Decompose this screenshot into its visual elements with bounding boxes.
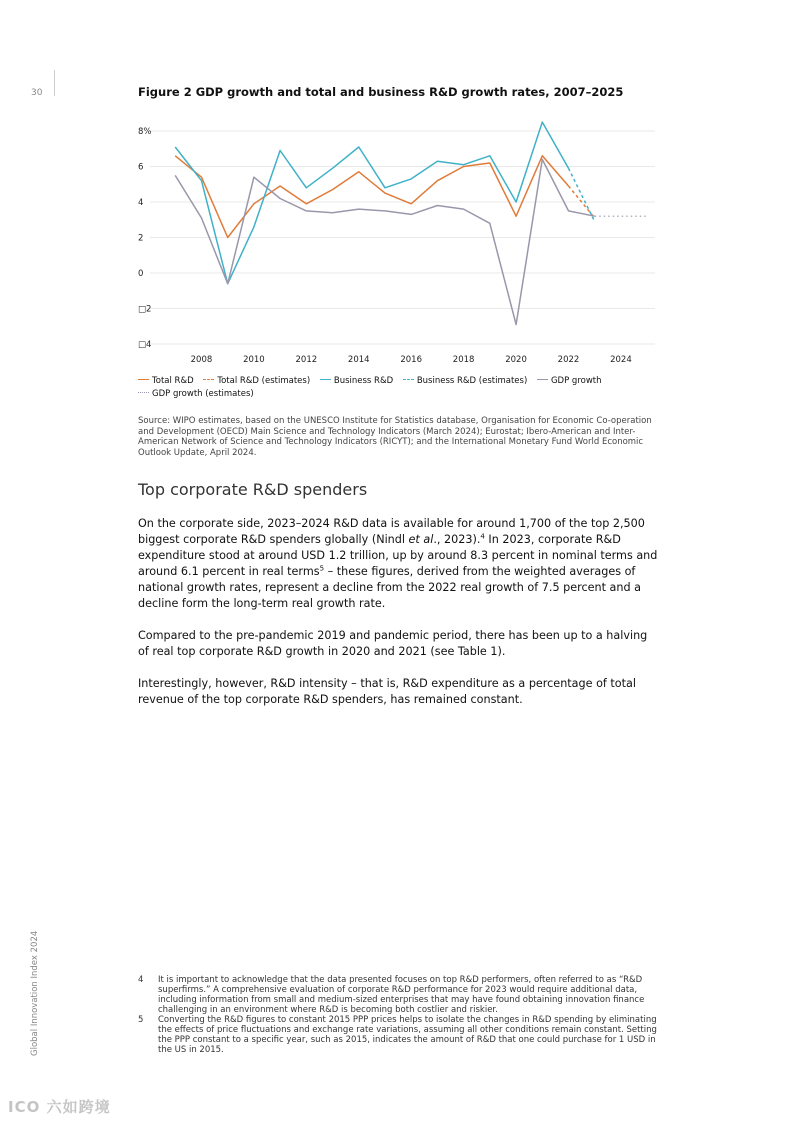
footnote-number: 5: [138, 1015, 144, 1025]
legend-item-total-rd: [138, 375, 194, 388]
legend-item-gdp-growth-estimates: [138, 388, 254, 401]
footnote-text: Converting the R&D figures to constant 2015 PPP prices helps to isolate the changes in R&D spending by eliminating the effects of price fluctuations and exchange rate variations, assuming all other conditions remain constant. Setting the PPP constant to a specific year, such as 2015, indicates the amount of R&D that one could purchase for 1 USD in the US in 2015.: [158, 1015, 657, 1055]
legend-swatch: [320, 379, 331, 380]
y-tick-label: 4: [138, 198, 144, 208]
y-tick-label: 6: [138, 162, 144, 173]
x-tick-label: 2020: [505, 355, 527, 365]
chart-series: [175, 122, 647, 324]
legend-label: Business R&D (estimates): [416, 376, 528, 386]
footnote-4: [138, 975, 658, 1015]
body-text: [138, 516, 660, 724]
side-publication-label: Global Innovation Index 2024: [30, 930, 40, 1056]
legend-label: GDP growth: [550, 376, 602, 386]
legend-swatch: [403, 379, 414, 380]
legend-label: Total R&D: [152, 376, 194, 386]
footnote-number: 4: [138, 975, 144, 985]
x-tick-label: 2012: [295, 355, 318, 365]
figure-title: Figure 2 GDP growth and total and business R&D growth rates, 2007–2025: [138, 85, 624, 99]
line-chart: [130, 118, 660, 368]
paragraph-3: Interestingly, however, R&D intensity – that is, R&D expenditure as a percentage of total revenue of the top corporate R&D spenders, has remained constant.: [138, 677, 636, 706]
y-tick-label: 0: [138, 269, 144, 279]
legend-label: Total R&D (estimates): [217, 376, 311, 386]
paragraph-2: Compared to the pre-pandemic 2019 and pandemic period, there has been up to a halving of real top corporate R&D growth in 2020 and 2021 (see Table 1).: [138, 629, 648, 658]
header-divider: [54, 70, 55, 96]
series-line-gdp-growth: [175, 159, 595, 324]
x-tick-label: 2008: [190, 355, 213, 365]
section-heading: Top corporate R&D spenders: [138, 480, 368, 499]
legend-item-business-rd: [320, 375, 393, 388]
y-tick-label: 2: [138, 233, 144, 244]
y-axis-tick-labels: [138, 127, 152, 350]
x-tick-label: 2024: [610, 355, 632, 365]
figure-source-note: Source: WIPO estimates, based on the UNESCO Institute for Statistics database, Organisation for Economic Co-operation and Development (OECD) Main Science and Technology Indicators (March 2024); Eurostat; Ibero-American and Inter-American Network of Science and Technology Indicators (RICYT); and the International Monetary Fund World Economic Outlook Update, April 2024.: [138, 416, 652, 458]
x-axis-tick-labels: [191, 355, 632, 365]
legend-swatch: [537, 379, 548, 380]
x-tick-label: 2016: [400, 355, 423, 365]
footnote-5: [138, 1015, 658, 1055]
x-tick-label: 2014: [347, 355, 370, 365]
chart-gridlines: [150, 131, 655, 344]
x-tick-label: 2018: [452, 355, 475, 365]
y-tick-label: □4: [138, 340, 152, 350]
footnote-ref-4[interactable]: 4: [480, 532, 485, 541]
chart-legend: [138, 375, 658, 401]
legend-item-gdp-growth: [537, 375, 602, 388]
legend-label: Business R&D: [333, 376, 394, 386]
x-tick-label: 2010: [243, 355, 265, 365]
footnotes: [138, 975, 658, 1055]
x-tick-label: 2022: [557, 355, 580, 365]
legend-item-total-rd-estimates: [203, 375, 310, 388]
legend-label: GDP growth (estimates): [152, 389, 254, 399]
paragraph-1: On the corporate side, 2023–2024 R&D data is available for around 1,700 of the top 2,500 biggest corporate R&D spenders globally (Nindl et al., 2023).$^4$ In 2023, corporate R&D expenditure stood at around USD 1.2 trillion, up by around 8.3 percent in nominal terms and around 6.1 percent in real terms$^5$ – these figures, derived from the weighted averages of national growth rates, represent a decline from the 2022 real growth of 7.5 percent and a decline form the long-term real growth rate.: [138, 517, 658, 610]
legend-swatch: [203, 379, 214, 380]
y-tick-label: □2: [138, 304, 152, 315]
watermark-logo: ICO 六如跨境: [8, 1098, 111, 1116]
page-number: 30: [31, 88, 43, 98]
legend-swatch: [138, 392, 149, 393]
footnote-text: It is important to acknowledge that the data presented focuses on top R&D performers, often referred to as “R&D superfirms.” A comprehensive evaluation of corporate R&D performance for 2023 would require additional data, including information from small and medium-sized enterprises that may have found obtaining innovation finance challenging in an environment where R&D is becoming both costlier and riskier.: [158, 975, 645, 1015]
y-tick-label: 8%: [138, 127, 152, 137]
legend-swatch: [138, 379, 149, 380]
legend-item-business-rd-estimates: [403, 375, 527, 388]
footnote-ref-5[interactable]: 5: [319, 564, 325, 573]
